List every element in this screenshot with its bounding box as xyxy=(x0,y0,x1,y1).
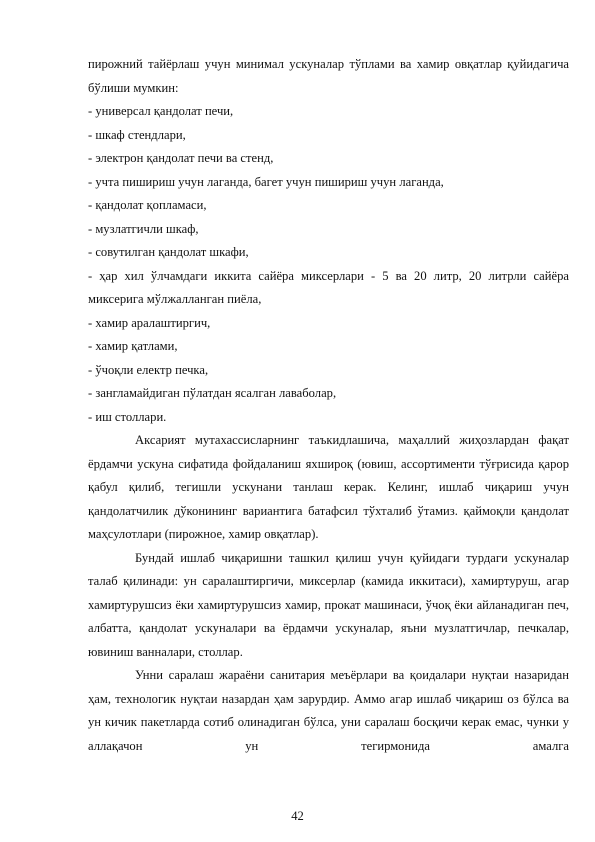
equipment-list xyxy=(88,100,569,429)
list-item: - музлатгичли шкаф, xyxy=(88,221,199,236)
list-item: - универсал қандолат печи, xyxy=(88,104,234,118)
list-item: - учта пишириш учун лаганда, багет учун пишириш учун лаганда, xyxy=(88,174,444,189)
list-item: - иш столлари. xyxy=(88,409,167,424)
list-item: - хамир аралаштиргич, xyxy=(88,315,211,330)
intro-text: пирожний тайёрлаш учун минимал ускуналар тўплами ва хамир овқатлар қуйидагича бўлиши мумкин: xyxy=(88,57,569,95)
list-item: - электрон қандолат печи ва стенд, xyxy=(88,151,274,165)
paragraph: Бундай ишлаб чиқаришни ташкил қилиш учун қуйидаги турдаги ускуналар талаб қилинади: ун саралаштиргичи, миксерлар (камида иккитаси), хамиртуруш, агар хамиртурушсиз ёки хамиртурушсиз хамир, прокат машинаси, ўчоқ ёки айланадиган печ, албатта, қандолат ускуналари ва ёрдамчи ускуналар, яъни музлатгичлар, печкалар, ювиниш ванналари, столлар. xyxy=(88,550,569,659)
list-item: - ўчоқли електр печка, xyxy=(88,362,209,377)
list-item: - ҳар хил ўлчамдаги иккита сайёра миксерлари - 5 ва 20 литр, 20 литрли сайёра миксерига мўлжалланган пиёла, xyxy=(88,268,569,306)
document-page xyxy=(88,53,569,758)
list-item: - хамир қатлами, xyxy=(88,339,178,353)
paragraph: Унни саралаш жараёни санитария меъёрлари ва қоидалари нуқтаи назаридан ҳам, технологик нуқтаи назардан ҳам зарурдир. Аммо агар ишлаб чиқариш оз бўлса ва ун кичик пакетларда сотиб олинадиган бўлса, уни саралаш босқичи керак емас, чунки у аллақачон ун тегирмонида амалга xyxy=(88,668,569,753)
list-item: - қандолат қопламаси, xyxy=(88,198,207,212)
list-item: - зангламайдиган пўлатдан ясалган лаваболар, xyxy=(88,386,337,400)
paragraph: Аксарият мутахассисларнинг таъкидлашича, маҳаллий жиҳозлардан фақат ёрдамчи ускуна сифатида фойдаланиш яхшироқ (ювиш, ассортименти тўғрисида қарор қабул қилиб, тегишли ускунани танлаш керак. Келинг, ишлаб чиқариш учун қандолатчилик дўконининг вариантига батафсил тўхталиб ўтамиз. қаймоқли қандолат маҳсулотлари (пирожное, хамир овқатлар). xyxy=(88,433,569,541)
page-number: 42 xyxy=(291,809,304,823)
list-item: - совутилган қандолат шкафи, xyxy=(88,245,249,259)
list-item: - шкаф стендлари, xyxy=(88,127,186,142)
